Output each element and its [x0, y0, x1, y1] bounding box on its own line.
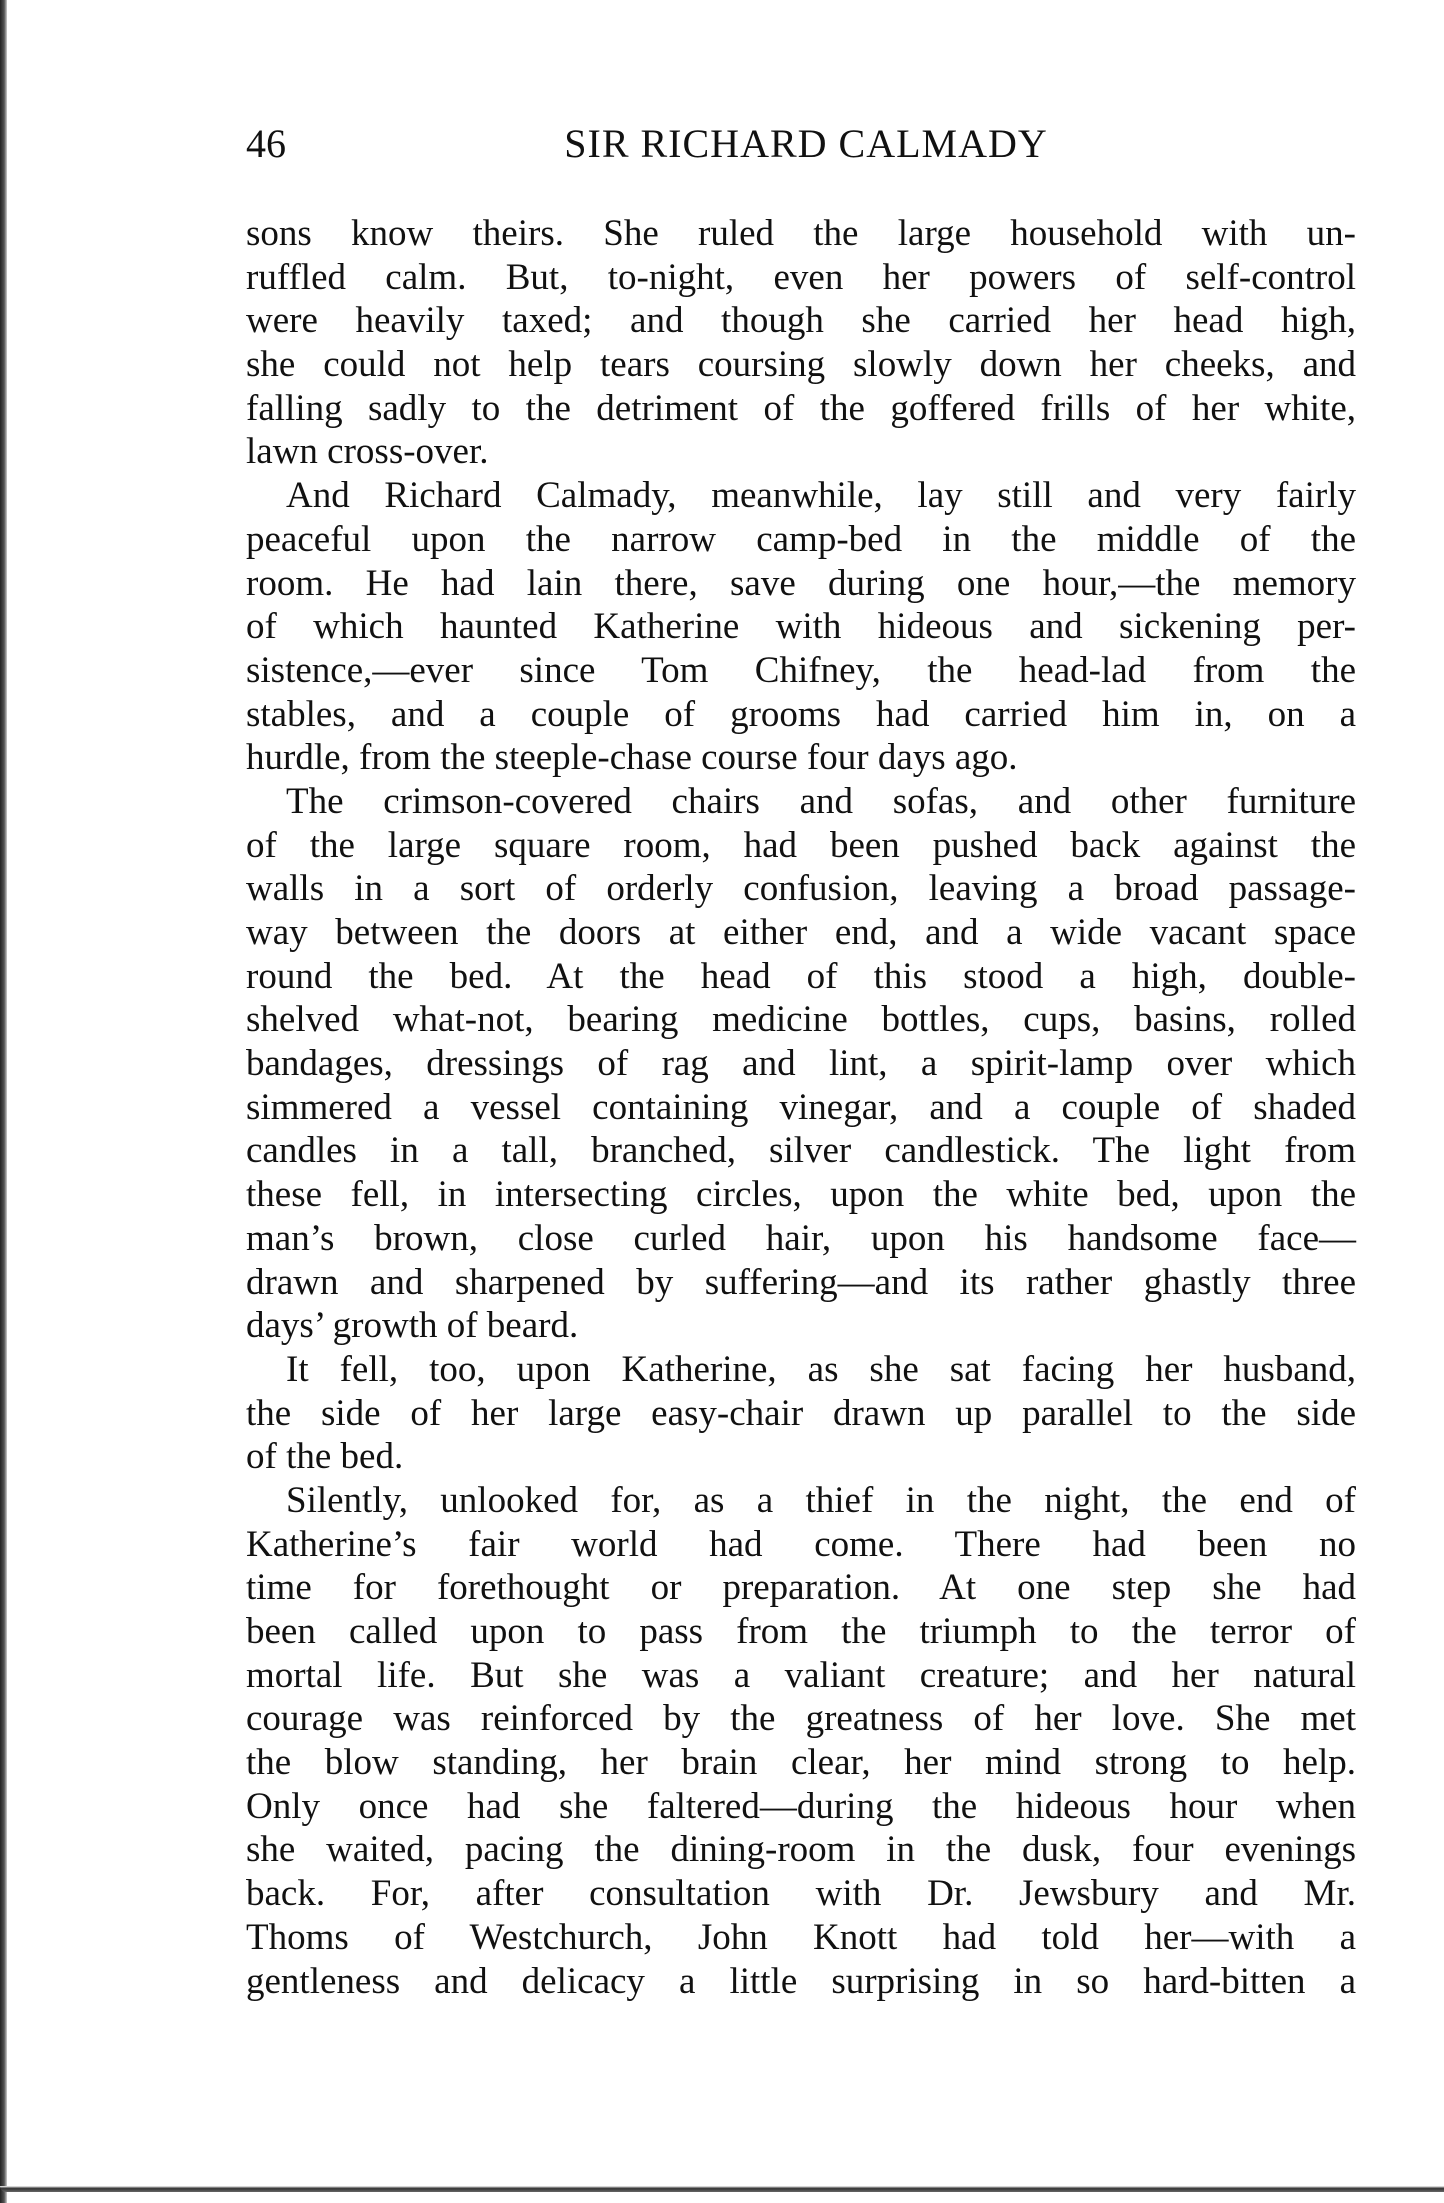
- text-line: It fell, too, upon Katherine, as she sat facing her husband,: [286, 1348, 1356, 1390]
- text-line: she could not help tears coursing slowly down her cheeks, and: [246, 344, 1356, 386]
- text-line: way between the doors at either end, and a wide vacant space: [246, 912, 1356, 953]
- text-line: sons know theirs. She ruled the large household with un-: [246, 213, 1356, 254]
- text-line: mortal life. But she was a valiant creature; and her natural: [246, 1654, 1356, 1696]
- text-line: been called upon to pass from the triumph to the terror of: [246, 1611, 1356, 1652]
- text-line: Katherine’s fair world had come. There had been no: [246, 1523, 1356, 1565]
- body-text: [246, 212, 1356, 2003]
- text-line: the side of her large easy-chair drawn up parallel to the side: [246, 1392, 1356, 1434]
- page-left-edge: [0, 0, 7, 2203]
- text-line: of the bed.: [246, 1436, 404, 1478]
- text-line: she waited, pacing the dining-room in the dusk, four evenings: [246, 1829, 1356, 1871]
- text-line: the blow standing, her brain clear, her mind strong to help.: [246, 1742, 1356, 1784]
- text-line: The crimson-covered chairs and sofas, and other furniture: [286, 780, 1356, 822]
- page-header: [246, 120, 1356, 170]
- page-number: 46: [246, 121, 286, 166]
- text-line: lawn cross-over.: [246, 431, 489, 473]
- text-line: shelved what-not, bearing medicine bottles, cups, basins, rolled: [246, 999, 1356, 1041]
- text-line: time for forethought or preparation. At one step she had: [246, 1567, 1356, 1609]
- text-line: Only once had she faltered—during the hideous hour when: [246, 1785, 1356, 1827]
- text-line: drawn and sharpened by suffering—and its rather ghastly three: [246, 1261, 1356, 1303]
- text-line: ruffled calm. But, to-night, even her powers of self-control: [246, 256, 1356, 298]
- text-line: And Richard Calmady, meanwhile, lay still and very fairly: [286, 475, 1356, 517]
- text-line: hurdle, from the steeple-chase course four days ago.: [246, 737, 1018, 779]
- text-line: Silently, unlooked for, as a thief in the night, the end of: [286, 1479, 1356, 1521]
- text-line: candles in a tall, branched, silver candlestick. The light from: [246, 1130, 1356, 1172]
- text-line: walls in a sort of orderly confusion, leaving a broad passage-: [246, 868, 1356, 910]
- text-line: back. For, after consultation with Dr. Jewsbury and Mr.: [246, 1873, 1356, 1915]
- text-line: bandages, dressings of rag and lint, a spirit-lamp over which: [246, 1043, 1356, 1085]
- text-line: of the large square room, had been pushed back against the: [246, 824, 1356, 866]
- page-bottom-edge: [0, 2186, 1444, 2192]
- text-line: sistence,—ever since Tom Chifney, the head-lad from the: [246, 649, 1356, 691]
- text-line: gentleness and delicacy a little surprising in so hard-bitten a: [246, 1960, 1356, 2002]
- text-line: falling sadly to the detriment of the goffered frills of her white,: [246, 387, 1356, 429]
- text-line: round the bed. At the head of this stood a high, double-: [246, 955, 1356, 997]
- text-line: room. He had lain there, save during one hour,—the memory: [246, 562, 1356, 604]
- text-line: of which haunted Katherine with hideous and sickening per-: [246, 606, 1356, 648]
- text-line: peaceful upon the narrow camp-bed in the middle of the: [246, 518, 1356, 560]
- text-line: man’s brown, close curled hair, upon his handsome face—: [246, 1217, 1356, 1259]
- text-line: these fell, in intersecting circles, upon the white bed, upon the: [246, 1174, 1356, 1216]
- text-line: courage was reinforced by the greatness of her love. She met: [246, 1698, 1356, 1740]
- text-line: stables, and a couple of grooms had carried him in, on a: [246, 693, 1356, 735]
- text-line: were heavily taxed; and though she carried her head high,: [246, 300, 1356, 342]
- running-title: SIR RICHARD CALMADY: [564, 121, 1048, 166]
- text-line: days’ growth of beard.: [246, 1305, 579, 1347]
- text-line: Thoms of Westchurch, John Knott had told her—with a: [246, 1916, 1356, 1958]
- text-line: simmered a vessel containing vinegar, and a couple of shaded: [246, 1086, 1356, 1128]
